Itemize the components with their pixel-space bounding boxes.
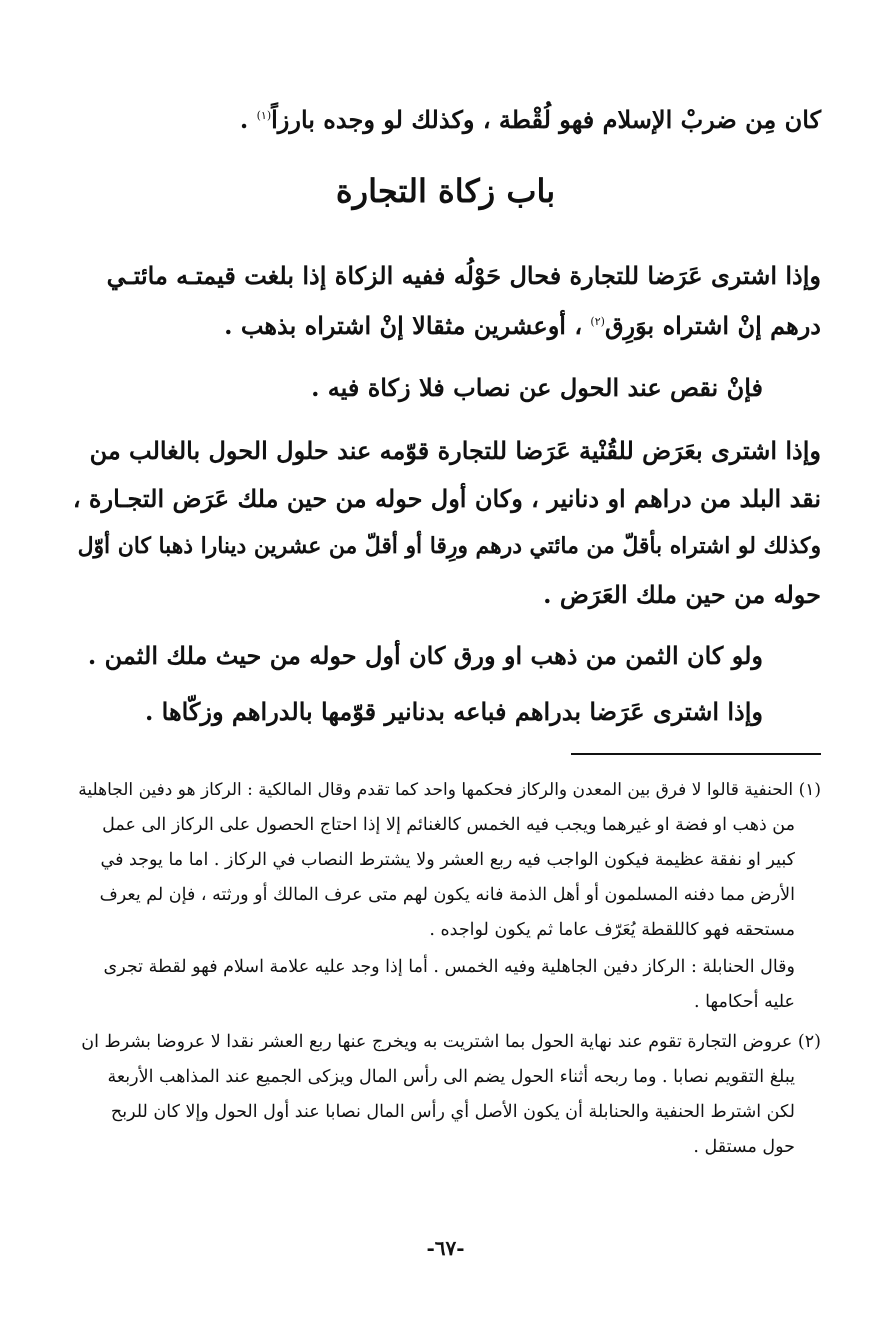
para-3-line-2: نقد البلد من دراهم او دنانير ، وكان أول حوله من حين ملك عَرَض التجـارة ، <box>72 484 821 513</box>
para-3-line-4: حوله من حين ملك العَرَض . <box>543 580 821 609</box>
para-3-line-3: وكذلك لو اشتراه بأقلّ من مائتي درهم ورِقا أو أقلّ من عشرين دينارا ذهبا كان أوّل <box>77 533 821 559</box>
para-1-line-2-end: ، أوعشرين مثقالا إنْ اشتراه بذهب . <box>224 311 591 340</box>
body-line-1-text: كان مِن ضربْ الإسلام فهو لُقْطة ، وكذلك لو وجده بارزاً <box>271 105 821 134</box>
footnote-separator <box>571 753 821 755</box>
footnote-1-line-7: عليه أحكامها . <box>693 992 795 1012</box>
footnote-1-line-3: كبير او نفقة عظيمة فيكون الواجب فيه ربع العشر ولا يشترط النصاب في الركاز . اما ما يوجد في <box>100 850 795 870</box>
footnote-2-line-2: يبلغ التقويم نصابا . وما ربحه أثناء الحول يضم الى رأس المال ويزكى الجميع عند المذاهب الأربعة <box>107 1067 795 1087</box>
para-2: فإنْ نقص عند الحول عن نصاب فلا زكاة فيه . <box>311 373 763 402</box>
para-3-line-1: وإذا اشترى بعَرَض للقُنْية عَرَضا للتجارة قوّمه عند حلول الحول بالغالب من <box>89 436 821 465</box>
body-line-1 <box>240 106 821 135</box>
footnote-1-line-6: وقال الحنابلة : الركاز دفين الجاهلية وفيه الخمس . أما إذا وجد عليه علامة اسلام فهو لقطة تجرى <box>103 957 795 977</box>
body-line-1-end: . <box>239 105 257 134</box>
para-1-line-2-text: درهم إنْ اشتراه بوَرِق <box>604 311 821 340</box>
footnote-2-line-4: حول مستقل . <box>693 1137 795 1157</box>
page-number: -٦٧- <box>426 1236 465 1260</box>
para-5: وإذا اشترى عَرَضا بدراهم فباعه بدنانير قوّمها بالدراهم وزكّاها . <box>144 697 763 726</box>
footnote-1-line-4: الأرض مما دفنه المسلمون أو أهل الذمة فانه يكون لهم متى عرف المالك أو ورثته ، فإن لم يعرف <box>99 885 795 905</box>
section-title: باب زكاة التجارة <box>335 172 556 210</box>
footnote-ref-2: (٢) <box>590 315 605 328</box>
footnote-2-line-3: لكن اشترط الحنفية والحنابلة أن يكون الأصل أي رأس المال نصابا عند أول الحول وإلا كان للربح <box>110 1102 795 1122</box>
footnote-ref-1: (١) <box>256 109 272 122</box>
footnote-1-line-1: (١) الحنفية قالوا لا فرق بين المعدن والركاز فحكمها واحد كما تقدم وقال المالكية : الركاز هو دفين الجاهلية <box>78 780 821 800</box>
footnote-1-line-5: مستحقه فهو كاللقطة يُعَرّف عاما ثم يكون لواجده . <box>429 920 795 940</box>
para-1-line-2 <box>224 312 821 341</box>
footnote-2-line-1: (٢) عروض التجارة تقوم عند نهاية الحول بما اشتريت به ويخرج عنها ربع العشر نقدا لا عروضا بشرط ان <box>81 1032 821 1052</box>
footnote-1-line-2: من ذهب او فضة او غيرهما ويجب فيه الخمس كالغنائم إلا إذا احتاج الحصول على الركاز الى عمل <box>102 815 795 835</box>
para-1-line-1: وإذا اشترى عَرَضا للتجارة فحال حَوْلُه ففيه الزكاة إذا بلغت قيمتـه مائتـي <box>106 261 821 290</box>
para-4: ولو كان الثمن من ذهب او ورق كان أول حوله من حيث ملك الثمن . <box>87 641 763 670</box>
